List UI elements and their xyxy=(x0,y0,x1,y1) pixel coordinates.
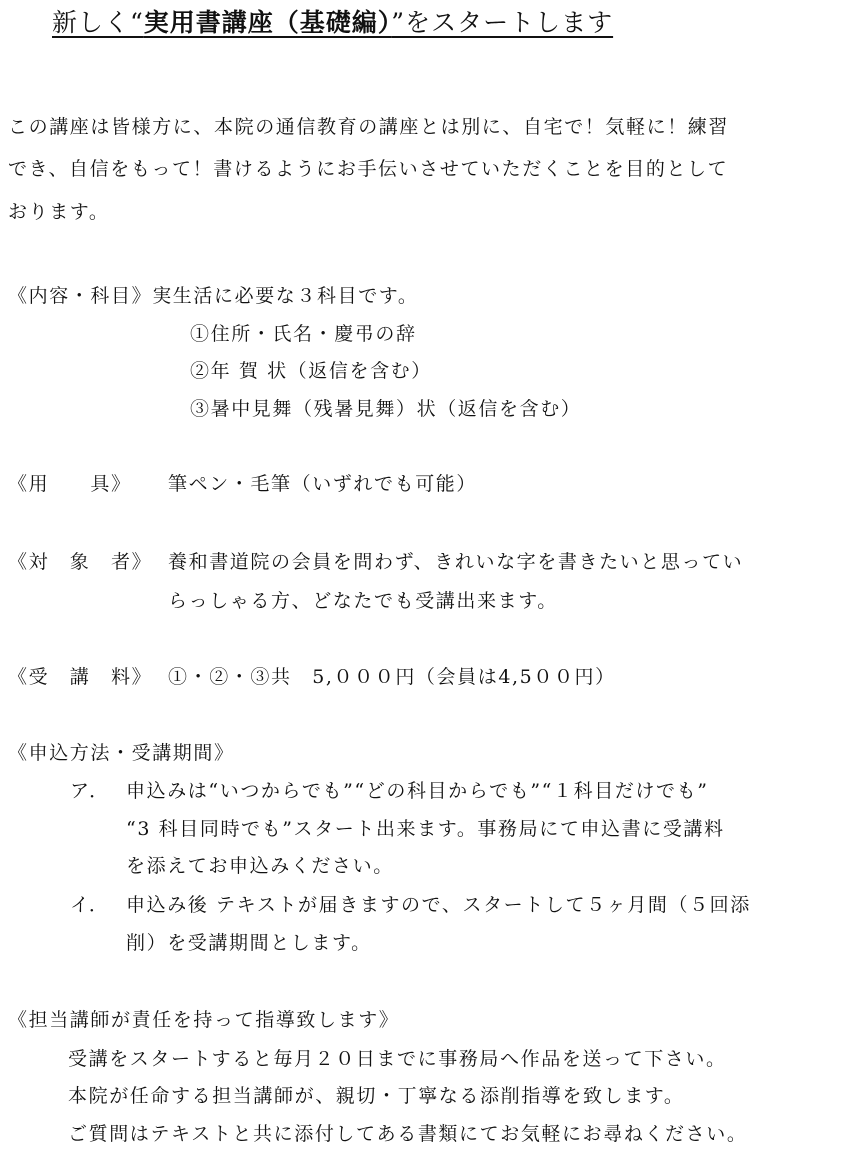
item-b-line-1: 申込み後 テキストが届きますので、スタートして５ヶ月間（５回添 xyxy=(126,894,751,916)
item-b-mark: イ． xyxy=(70,894,110,916)
subject-item-2: ②年 賀 状（返信を含む） xyxy=(190,360,432,382)
page-title xyxy=(52,6,782,40)
instructor-label: 《担当講師が責任を持って指導致します》 xyxy=(8,1009,400,1031)
application-item-b xyxy=(70,892,751,918)
title-emphasis: 実用書講座（基礎編） xyxy=(143,8,392,37)
application-label: 《申込方法・受講期間》 xyxy=(8,742,235,764)
contents-label: 《内容・科目》 xyxy=(8,285,153,307)
item-b-line-2: 削）を受講期間とします。 xyxy=(126,932,372,954)
instructor-line-3: ご質問はテキストと共に添付してある書類にてお気軽にお尋ねください。 xyxy=(68,1123,748,1145)
intro-line-1: この講座は皆様方に、本院の通信教育の講座とは別に、自宅で！気軽に！練習 xyxy=(8,116,730,138)
title-suffix: ”をスタートします xyxy=(391,8,614,37)
title-prefix: 新しく“ xyxy=(52,8,144,37)
item-a-mark: ア． xyxy=(70,780,110,802)
application-item-a xyxy=(70,778,709,804)
instructor-line-2: 本院が任命する担当講師が、親切・丁寧なる添削指導を致します。 xyxy=(68,1085,685,1107)
target-label: 《対 象 者》 xyxy=(8,551,153,573)
target-section xyxy=(8,549,743,575)
item-a-line-1: 申込みは“いつからでも”“どの科目からでも”“１科目だけでも” xyxy=(126,780,709,802)
instructor-line-1: 受講をスタートすると毎月２０日までに事務局へ作品を送って下さい。 xyxy=(68,1048,727,1070)
contents-text: 実生活に必要な３科目です。 xyxy=(152,285,419,307)
target-line-1: 養和書道院の会員を問わず、きれいな字を書きたいと思ってい xyxy=(168,551,744,573)
intro-line-2: でき、自信をもって！書けるようにお手伝いさせていただくことを目的として xyxy=(8,158,729,180)
tools-section xyxy=(8,471,477,497)
item-a-line-2: “3 科目同時でも”スタート出来ます。事務局にて申込書に受講料 xyxy=(126,818,725,840)
fee-section xyxy=(8,664,616,690)
intro-line-3: おります。 xyxy=(8,201,110,223)
fee-label: 《受 講 料》 xyxy=(8,666,153,688)
subject-item-3: ③暑中見舞（残暑見舞）状（返信を含む） xyxy=(190,398,582,420)
tools-label: 《用 具》 xyxy=(8,473,132,495)
fee-text: ①・②・③共 5,０００円（会員は4,5００円） xyxy=(168,666,616,688)
tools-text: 筆ペン・毛筆（いずれでも可能） xyxy=(168,473,478,495)
item-a-line-3: を添えてお申込みください。 xyxy=(126,855,394,877)
contents-section xyxy=(8,283,418,309)
target-line-2: らっしゃる方、どなたでも受講出来ます。 xyxy=(168,590,558,612)
subject-item-1: ①住所・氏名・慶弔の辞 xyxy=(190,323,417,345)
